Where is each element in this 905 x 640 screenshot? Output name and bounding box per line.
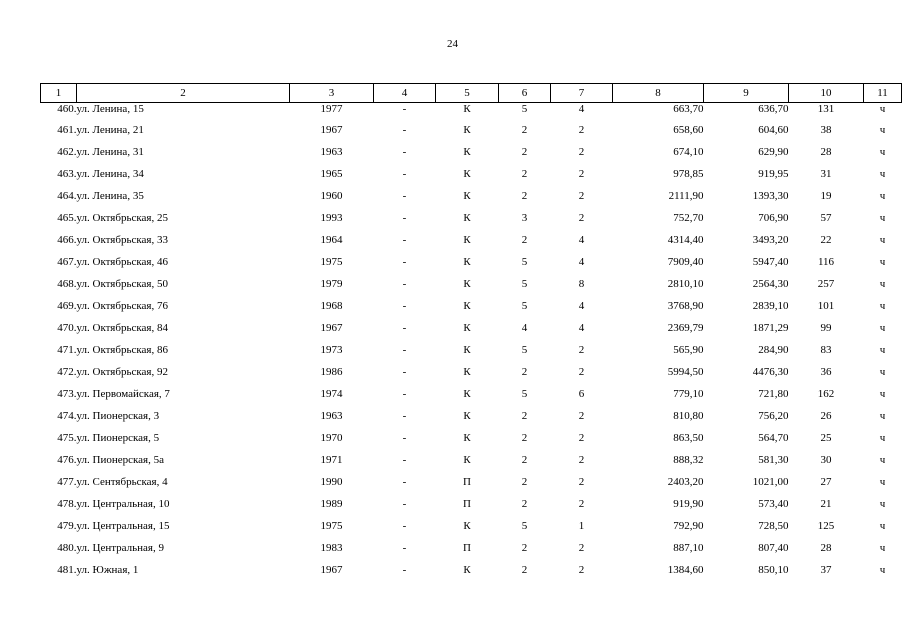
ownership-cell: ч (879, 344, 886, 356)
living-area-cell: 604,60 (758, 124, 789, 136)
living-area-cell: 284,90 (758, 344, 789, 356)
address-cell: ул. Ленина, 15 (76, 103, 144, 115)
column-7-cell: 2 (578, 190, 585, 202)
address-cell: ул. Октябрьская, 84 (76, 322, 168, 334)
floors-cell: 2 (521, 366, 528, 378)
year-built-cell: 1975 (320, 256, 343, 268)
address-cell: ул. Октябрьская, 50 (76, 278, 168, 290)
residents-cell: 25 (820, 432, 832, 444)
address-cell: ул. Октябрьская, 33 (76, 234, 168, 246)
column-4-cell: - (402, 388, 407, 400)
column-4-cell: - (402, 520, 407, 532)
year-built-cell: 1968 (320, 300, 343, 312)
wall-material-cell: К (463, 300, 471, 312)
column-7-cell: 4 (578, 103, 585, 115)
column-header-1: 1 (41, 84, 77, 103)
year-built-cell: 1977 (320, 103, 343, 115)
column-7-cell: 2 (578, 476, 585, 488)
living-area-cell: 5947,40 (752, 256, 789, 268)
ownership-cell: ч (879, 410, 886, 422)
total-area-cell: 863,50 (673, 432, 704, 444)
column-7-cell: 4 (578, 300, 585, 312)
column-7-cell: 4 (578, 256, 585, 268)
year-built-cell: 1983 (320, 542, 343, 554)
row-number-cell: 472. (57, 366, 77, 378)
table-row (41, 207, 902, 229)
year-built-cell: 1989 (320, 498, 343, 510)
year-built-cell: 1990 (320, 476, 343, 488)
wall-material-cell: К (463, 520, 471, 532)
address-cell: ул. Октябрьская, 86 (76, 344, 168, 356)
column-4-cell: - (402, 432, 407, 444)
wall-material-cell: К (463, 234, 471, 246)
living-area-cell: 728,50 (758, 520, 789, 532)
total-area-cell: 674,10 (673, 146, 704, 158)
column-7-cell: 2 (578, 344, 585, 356)
year-built-cell: 1963 (320, 410, 343, 422)
ownership-cell: ч (879, 190, 886, 202)
table-row (41, 559, 902, 581)
ownership-cell: ч (879, 300, 886, 312)
table-row (41, 427, 902, 449)
total-area-cell: 2403,20 (667, 476, 704, 488)
row-number-cell: 480. (57, 542, 77, 554)
residents-cell: 28 (820, 542, 832, 554)
row-number-cell: 464. (57, 190, 77, 202)
column-header-10: 10 (789, 84, 864, 103)
residents-cell: 37 (820, 564, 832, 576)
row-number-cell: 474. (57, 410, 77, 422)
table-row (41, 339, 902, 361)
ownership-cell: ч (879, 256, 886, 268)
table-row (41, 103, 902, 120)
residents-cell: 101 (817, 300, 835, 312)
column-7-cell: 8 (578, 278, 585, 290)
year-built-cell: 1967 (320, 124, 343, 136)
wall-material-cell: К (463, 146, 471, 158)
table-header (41, 84, 902, 103)
residents-cell: 26 (820, 410, 832, 422)
address-cell: ул. Ленина, 21 (76, 124, 144, 136)
residents-cell: 38 (820, 124, 832, 136)
address-cell: ул. Центральная, 15 (76, 520, 170, 532)
column-4-cell: - (402, 190, 407, 202)
wall-material-cell: К (463, 564, 471, 576)
wall-material-cell: К (463, 366, 471, 378)
total-area-cell: 5994,50 (667, 366, 704, 378)
total-area-cell: 810,80 (673, 410, 704, 422)
page-number: 24 (447, 38, 458, 50)
table-row (41, 251, 902, 273)
floors-cell: 4 (521, 322, 528, 334)
address-cell: ул. Пионерская, 5 (76, 432, 160, 444)
residents-cell: 257 (817, 278, 835, 290)
table-row (41, 493, 902, 515)
residents-cell: 125 (817, 520, 835, 532)
row-number-cell: 479. (57, 520, 77, 532)
ownership-cell: ч (879, 234, 886, 246)
column-header-7: 7 (551, 84, 613, 103)
total-area-cell: 565,90 (673, 344, 704, 356)
floors-cell: 2 (521, 476, 528, 488)
row-number-cell: 473. (57, 388, 77, 400)
total-area-cell: 779,10 (673, 388, 704, 400)
floors-cell: 5 (521, 300, 528, 312)
column-header-9: 9 (704, 84, 789, 103)
column-7-cell: 2 (578, 212, 585, 224)
address-cell: ул. Центральная, 10 (76, 498, 170, 510)
table-row (41, 141, 902, 163)
table-row (41, 405, 902, 427)
floors-cell: 2 (521, 542, 528, 554)
ownership-cell: ч (879, 432, 886, 444)
wall-material-cell: К (463, 344, 471, 356)
address-cell: ул. Первомайская, 7 (76, 388, 170, 400)
year-built-cell: 1970 (320, 432, 343, 444)
residents-cell: 116 (817, 256, 835, 268)
floors-cell: 2 (521, 146, 528, 158)
column-header-11: 11 (864, 84, 902, 103)
total-area-cell: 7909,40 (667, 256, 704, 268)
address-cell: ул. Октябрьская, 92 (76, 366, 168, 378)
year-built-cell: 1975 (320, 520, 343, 532)
residents-cell: 31 (820, 168, 832, 180)
wall-material-cell: К (463, 103, 471, 115)
residents-cell: 99 (820, 322, 832, 334)
address-cell: ул. Октябрьская, 76 (76, 300, 168, 312)
column-4-cell: - (402, 410, 407, 422)
address-cell: ул. Октябрьская, 46 (76, 256, 168, 268)
address-cell: ул. Ленина, 35 (76, 190, 144, 202)
table-row (41, 119, 902, 141)
address-cell: ул. Ленина, 31 (76, 146, 144, 158)
living-area-cell: 581,30 (758, 454, 789, 466)
ownership-cell: ч (879, 498, 886, 510)
living-area-cell: 919,95 (758, 168, 789, 180)
year-built-cell: 1963 (320, 146, 343, 158)
row-number-cell: 469. (57, 300, 77, 312)
living-area-cell: 629,90 (758, 146, 789, 158)
living-area-cell: 4476,30 (752, 366, 789, 378)
table-row (41, 449, 902, 471)
floors-cell: 3 (521, 212, 528, 224)
column-7-cell: 6 (578, 388, 585, 400)
column-7-cell: 2 (578, 432, 585, 444)
floors-cell: 2 (521, 432, 528, 444)
total-area-cell: 752,70 (673, 212, 704, 224)
year-built-cell: 1964 (320, 234, 343, 246)
floors-cell: 5 (521, 256, 528, 268)
wall-material-cell: К (463, 410, 471, 422)
year-built-cell: 1973 (320, 344, 343, 356)
row-number-cell: 466. (57, 234, 77, 246)
year-built-cell: 1974 (320, 388, 343, 400)
wall-material-cell: П (463, 498, 471, 510)
living-area-cell: 636,70 (758, 103, 789, 115)
table-row (41, 229, 902, 251)
address-cell: ул. Ленина, 34 (76, 168, 144, 180)
residents-cell: 28 (820, 146, 832, 158)
column-header-4: 4 (374, 84, 436, 103)
year-built-cell: 1971 (320, 454, 343, 466)
year-built-cell: 1979 (320, 278, 343, 290)
table-row (41, 295, 902, 317)
column-4-cell: - (402, 168, 407, 180)
wall-material-cell: К (463, 278, 471, 290)
residents-cell: 22 (820, 234, 832, 246)
wall-material-cell: К (463, 212, 471, 224)
total-area-cell: 2810,10 (667, 278, 704, 290)
column-4-cell: - (402, 103, 407, 115)
ownership-cell: ч (879, 454, 886, 466)
wall-material-cell: К (463, 322, 471, 334)
total-area-cell: 887,10 (673, 542, 704, 554)
housing-registry-table (40, 83, 902, 581)
row-number-cell: 477. (57, 476, 77, 488)
total-area-cell: 888,32 (673, 454, 704, 466)
total-area-cell: 658,60 (673, 124, 704, 136)
column-7-cell: 2 (578, 564, 585, 576)
column-4-cell: - (402, 212, 407, 224)
column-7-cell: 2 (578, 146, 585, 158)
residents-cell: 36 (820, 366, 832, 378)
column-7-cell: 2 (578, 124, 585, 136)
column-4-cell: - (402, 476, 407, 488)
wall-material-cell: К (463, 388, 471, 400)
column-7-cell: 1 (578, 520, 585, 532)
living-area-cell: 756,20 (758, 410, 789, 422)
address-cell: ул. Центральная, 9 (76, 542, 164, 554)
ownership-cell: ч (879, 278, 886, 290)
residents-cell: 83 (820, 344, 832, 356)
floors-cell: 2 (521, 498, 528, 510)
total-area-cell: 663,70 (673, 103, 704, 115)
year-built-cell: 1965 (320, 168, 343, 180)
row-number-cell: 468. (57, 278, 77, 290)
year-built-cell: 1993 (320, 212, 343, 224)
table-row (41, 361, 902, 383)
floors-cell: 2 (521, 168, 528, 180)
residents-cell: 131 (817, 103, 835, 115)
total-area-cell: 4314,40 (667, 234, 704, 246)
column-4-cell: - (402, 256, 407, 268)
total-area-cell: 792,90 (673, 520, 704, 532)
residents-cell: 30 (820, 454, 832, 466)
wall-material-cell: К (463, 256, 471, 268)
ownership-cell: ч (879, 168, 886, 180)
wall-material-cell: К (463, 190, 471, 202)
column-7-cell: 4 (578, 322, 585, 334)
year-built-cell: 1960 (320, 190, 343, 202)
floors-cell: 5 (521, 388, 528, 400)
row-number-cell: 460. (57, 103, 77, 115)
floors-cell: 5 (521, 344, 528, 356)
column-7-cell: 2 (578, 410, 585, 422)
column-4-cell: - (402, 300, 407, 312)
column-4-cell: - (402, 454, 407, 466)
ownership-cell: ч (879, 564, 886, 576)
floors-cell: 2 (521, 190, 528, 202)
column-7-cell: 2 (578, 168, 585, 180)
floors-cell: 5 (521, 520, 528, 532)
row-number-cell: 463. (57, 168, 77, 180)
floors-cell: 2 (521, 410, 528, 422)
column-7-cell: 4 (578, 234, 585, 246)
floors-cell: 2 (521, 564, 528, 576)
table-row (41, 273, 902, 295)
residents-cell: 57 (820, 212, 832, 224)
living-area-cell: 1871,29 (752, 322, 789, 334)
year-built-cell: 1986 (320, 366, 343, 378)
ownership-cell: ч (879, 124, 886, 136)
table-row (41, 471, 902, 493)
table-body (41, 103, 902, 582)
row-number-cell: 462. (57, 146, 77, 158)
column-4-cell: - (402, 322, 407, 334)
row-number-cell: 481. (57, 564, 77, 576)
column-header-6: 6 (499, 84, 551, 103)
column-7-cell: 2 (578, 454, 585, 466)
floors-cell: 5 (521, 103, 528, 115)
column-7-cell: 2 (578, 366, 585, 378)
living-area-cell: 573,40 (758, 498, 789, 510)
total-area-cell: 1384,60 (667, 564, 704, 576)
wall-material-cell: П (463, 476, 471, 488)
header-row (41, 84, 902, 103)
living-area-cell: 1393,30 (752, 190, 789, 202)
column-7-cell: 2 (578, 498, 585, 510)
row-number-cell: 470. (57, 322, 77, 334)
ownership-cell: ч (879, 388, 886, 400)
total-area-cell: 2369,79 (667, 322, 704, 334)
ownership-cell: ч (879, 366, 886, 378)
wall-material-cell: К (463, 454, 471, 466)
table-row (41, 383, 902, 405)
wall-material-cell: К (463, 432, 471, 444)
table-row (41, 185, 902, 207)
total-area-cell: 919,90 (673, 498, 704, 510)
residents-cell: 21 (820, 498, 832, 510)
row-number-cell: 476. (57, 454, 77, 466)
column-header-5: 5 (436, 84, 499, 103)
total-area-cell: 978,85 (673, 168, 704, 180)
wall-material-cell: К (463, 168, 471, 180)
living-area-cell: 721,80 (758, 388, 789, 400)
residents-cell: 19 (820, 190, 832, 202)
total-area-cell: 3768,90 (667, 300, 704, 312)
floors-cell: 2 (521, 234, 528, 246)
column-header-8: 8 (613, 84, 704, 103)
column-4-cell: - (402, 498, 407, 510)
table-row (41, 537, 902, 559)
ownership-cell: ч (879, 103, 886, 115)
living-area-cell: 850,10 (758, 564, 789, 576)
column-4-cell: - (402, 234, 407, 246)
ownership-cell: ч (879, 520, 886, 532)
column-4-cell: - (402, 542, 407, 554)
address-cell: ул. Пионерская, 3 (76, 410, 160, 422)
living-area-cell: 1021,00 (752, 476, 789, 488)
ownership-cell: ч (879, 542, 886, 554)
column-4-cell: - (402, 278, 407, 290)
row-number-cell: 467. (57, 256, 77, 268)
row-number-cell: 475. (57, 432, 77, 444)
residents-cell: 27 (820, 476, 832, 488)
column-4-cell: - (402, 366, 407, 378)
table-row (41, 515, 902, 537)
row-number-cell: 461. (57, 124, 77, 136)
row-number-cell: 465. (57, 212, 77, 224)
wall-material-cell: К (463, 124, 471, 136)
living-area-cell: 564,70 (758, 432, 789, 444)
living-area-cell: 807,40 (758, 542, 789, 554)
address-cell: ул. Октябрьская, 25 (76, 212, 168, 224)
row-number-cell: 471. (57, 344, 77, 356)
row-number-cell: 478. (57, 498, 77, 510)
address-cell: ул. Южная, 1 (76, 564, 139, 576)
wall-material-cell: П (463, 542, 471, 554)
floors-cell: 2 (521, 454, 528, 466)
address-cell: ул. Сентябрьская, 4 (76, 476, 168, 488)
ownership-cell: ч (879, 322, 886, 334)
ownership-cell: ч (879, 476, 886, 488)
residents-cell: 162 (817, 388, 835, 400)
address-cell: ул. Пионерская, 5а (76, 454, 164, 466)
living-area-cell: 2839,10 (752, 300, 789, 312)
column-4-cell: - (402, 124, 407, 136)
living-area-cell: 3493,20 (752, 234, 789, 246)
ownership-cell: ч (879, 212, 886, 224)
column-4-cell: - (402, 344, 407, 356)
living-area-cell: 706,90 (758, 212, 789, 224)
column-4-cell: - (402, 564, 407, 576)
year-built-cell: 1967 (320, 564, 343, 576)
ownership-cell: ч (879, 146, 886, 158)
floors-cell: 2 (521, 124, 528, 136)
living-area-cell: 2564,30 (752, 278, 789, 290)
floors-cell: 5 (521, 278, 528, 290)
table-row (41, 317, 902, 339)
column-header-3: 3 (290, 84, 374, 103)
column-header-2: 2 (77, 84, 290, 103)
column-7-cell: 2 (578, 542, 585, 554)
year-built-cell: 1967 (320, 322, 343, 334)
column-4-cell: - (402, 146, 407, 158)
table-row (41, 163, 902, 185)
total-area-cell: 2111,90 (668, 190, 704, 202)
